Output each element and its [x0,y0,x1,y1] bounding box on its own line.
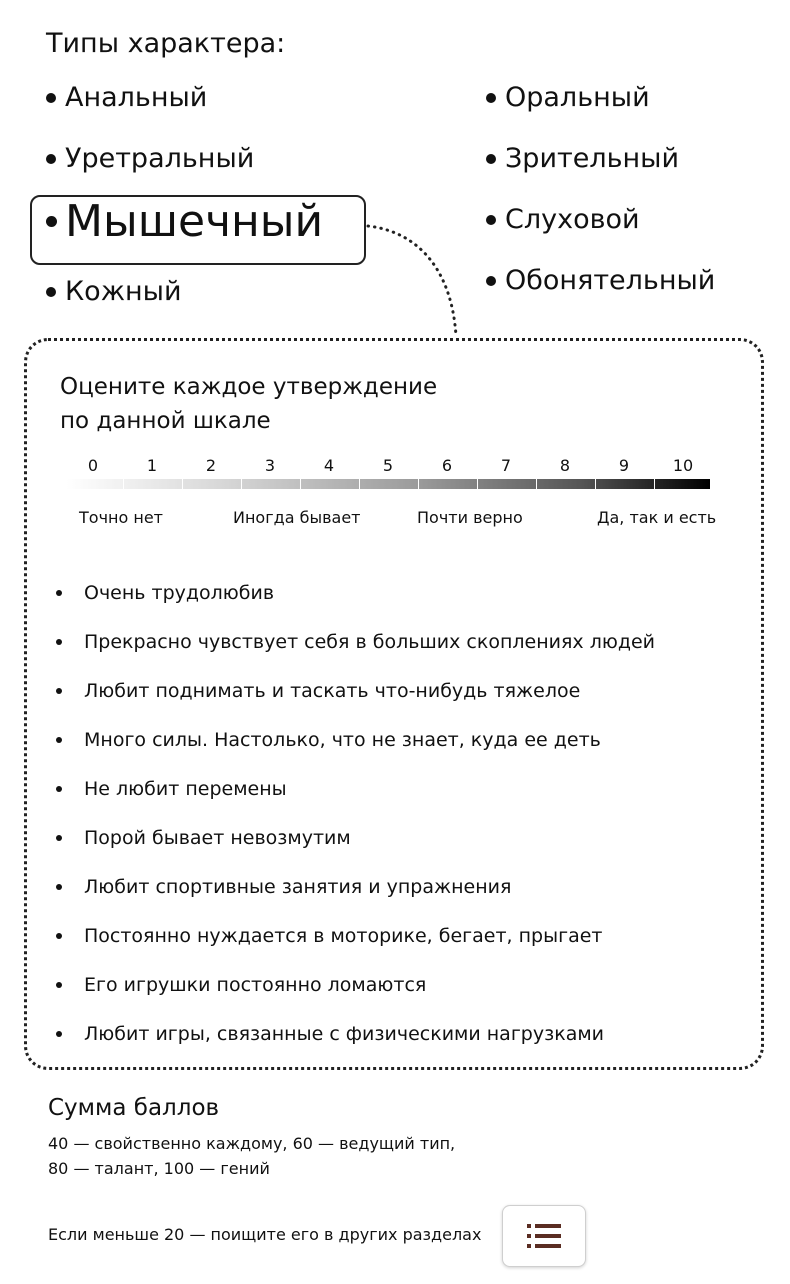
panel-heading-line2: по данной шкале [60,408,271,434]
scale-number: 4 [323,456,335,475]
type-label: Анальный [65,82,208,113]
bullet-icon [486,93,496,103]
statement-text: Прекрасно чувствует себя в больших скоплениях людей [84,631,656,653]
statement-item [54,876,511,898]
bullet-icon [46,154,56,164]
scale-tick [359,479,360,489]
scale-number: 9 [618,456,630,475]
sum-description [48,1131,488,1181]
scale-tick [654,479,655,489]
bullet-icon [56,982,62,988]
statement-text: Его игрушки постоянно ломаются [84,974,427,996]
bullet-icon [56,884,62,890]
type-label: Кожный [65,276,182,307]
scale-tick [182,479,183,489]
statement-text: Любит спортивные занятия и упражнения [84,876,512,898]
scale-number: 7 [500,456,512,475]
statement-text: Постоянно нуждается в моторике, бегает, прыгает [84,925,603,947]
scale-number: 5 [382,456,394,475]
type-item-visual [486,143,679,174]
menu-button[interactable] [502,1205,586,1267]
scale-tick [123,479,124,489]
type-label: Слуховой [505,204,640,235]
statement-text: Много силы. Настолько, что не знает, куда ее деть [84,729,601,751]
panel-heading-line1: Оцените каждое утверждение [60,374,438,400]
statement-item [54,1023,604,1045]
statement-item [54,631,655,653]
scale-number: 0 [87,456,99,475]
bullet-icon [486,154,496,164]
scale-number: 1 [146,456,158,475]
type-label: Зрительный [505,143,680,174]
type-item-olfactory [486,265,715,296]
bullet-icon [486,215,496,225]
bullet-icon [46,287,56,297]
bullet-icon [56,786,62,792]
scale-tick [536,479,537,489]
scale-tick [300,479,301,489]
scale-tick-marks [0,479,790,489]
type-item-oral [486,82,650,113]
bullet-icon [56,639,62,645]
scale-tick [418,479,419,489]
scale-tick [241,479,242,489]
scale-label: Точно нет [79,508,163,527]
scale-label: Да, так и есть [597,508,717,527]
statement-text: Очень трудолюбив [84,582,275,604]
bullet-icon [56,1031,62,1037]
scale-tick [595,479,596,489]
scale-number: 6 [441,456,453,475]
type-label: Обонятельный [505,265,716,296]
statement-item [54,680,580,702]
scale-label: Почти верно [417,508,523,527]
panel-heading [60,370,480,438]
statement-item [54,925,603,947]
statement-item [54,827,351,849]
statement-item [54,778,287,800]
statement-text: Порой бывает невозмутим [84,827,351,849]
bullet-icon [56,835,62,841]
type-item-muscular [46,196,323,247]
list-menu-icon [527,1223,561,1249]
bullet-icon [56,933,62,939]
statement-item [54,582,274,604]
type-item-skin [46,276,182,307]
sum-line: 40 — свойственно каждому, 60 — ведущий тип, [48,1134,456,1153]
statement-text: Любит игры, связанные с физическими нагрузками [84,1023,605,1045]
bullet-icon [46,216,57,227]
bullet-icon [56,737,62,743]
bullet-icon [56,688,62,694]
statement-item [54,974,426,996]
type-item-auditory [486,204,640,235]
scale-tick [477,479,478,489]
scale-numbers [0,456,790,480]
sum-title: Сумма баллов [48,1095,220,1121]
rating-panel [24,338,764,1070]
statement-text: Любит поднимать и таскать что-нибудь тяжелое [84,680,581,702]
statement-text: Не любит перемены [84,778,287,800]
bullet-icon [486,276,496,286]
page-title: Типы характера: [46,28,286,59]
highlighted-type-label: Мышечный [65,196,324,247]
sum-line: 80 — талант, 100 — гений [48,1159,270,1178]
scale-number: 10 [672,456,694,475]
scale-number: 8 [559,456,571,475]
type-label: Оральный [505,82,650,113]
bullet-icon [56,590,62,596]
statement-item [54,729,601,751]
type-item-urethral [46,143,254,174]
type-label: Уретральный [65,143,255,174]
scale-label: Иногда бывает [233,508,361,527]
scale-number: 3 [264,456,276,475]
bullet-icon [46,93,56,103]
type-item-anal [46,82,207,113]
bottom-note: Если меньше 20 — поищите его в других разделах [48,1225,482,1244]
scale-number: 2 [205,456,217,475]
